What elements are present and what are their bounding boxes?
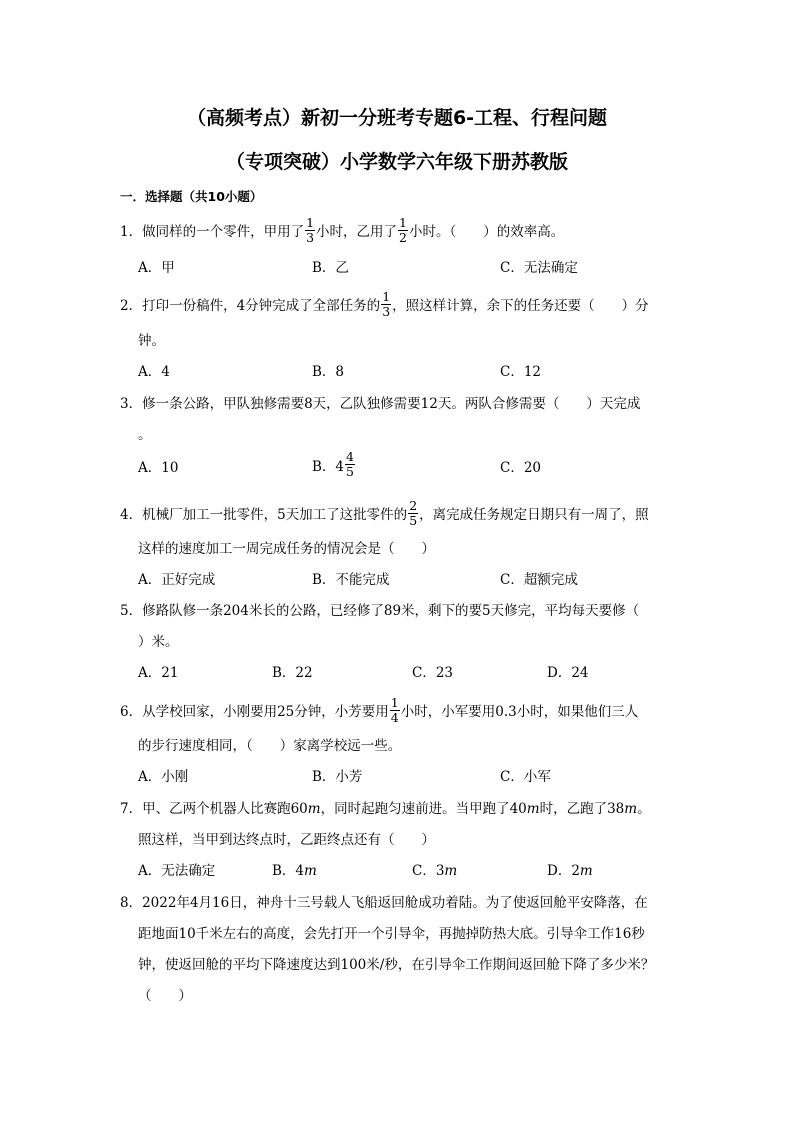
q5-option-c: C．23	[412, 665, 454, 681]
q4-option-a: A．正好完成	[138, 572, 216, 588]
question-6-text: 6．从学校回家，小刚要用25分钟，小芳要用 $\frac{1}{4}$ 小时，小军要用0.3小时，如果他们三人	[120, 695, 639, 725]
q3-option-b: B．4 $\frac{4}{5}$	[312, 449, 354, 479]
q7-option-c: C．3m	[412, 863, 458, 879]
q4-option-b: B．不能完成	[312, 572, 390, 588]
question-7-text: 7．甲、乙两个机器人比赛跑60m，同时起跑匀速前进。当甲跑了40m时，乙跑了38m。	[120, 801, 651, 817]
document-title-line-1: （高频考点）新初一分班考专题6-工程、行程问题	[186, 107, 608, 129]
question-8-text: 8．2022年4月16日，神舟十三号载人飞船返回舱成功着陆。为了使返回舱平安降落，在	[120, 895, 648, 911]
q6-option-a: A．小刚	[138, 769, 189, 785]
q1-option-b: B．乙	[312, 260, 349, 276]
fraction: $\frac{1}{2}$	[399, 215, 407, 245]
question-2-text: 2．打印一份稿件，4分钟完成了全部任务的 $\frac{1}{3}$ ，照这样计算，余下的任务还要（ ）分	[120, 289, 649, 319]
fraction: $\frac{1}{3}$	[306, 215, 315, 245]
question-6-continuation: 的步行速度相同，（ ）家离学校远一些。	[138, 738, 402, 754]
question-2-continuation: 钟。	[138, 333, 165, 349]
document-title-line-2: （专项突破）小学数学六年级下册苏教版	[225, 151, 568, 173]
question-1-text: 1．做同样的一个零件，甲用了 $\frac{1}{3}$ 小时，乙用了 $\frac{1}{2}$ 小时。（ ）的效率高。	[120, 215, 565, 245]
q7-option-d: D．2m	[547, 863, 593, 879]
question-8-line-3: 钟，使返回舱的平均下降速度达到100米/秒，在引导伞工作期间返回舱下降了多少米？	[138, 957, 655, 973]
q3-option-a: A．10	[138, 460, 179, 476]
question-8-line-2: 距地面10千米左右的高度，会先打开一个引导伞，再抛掉防热大底。引导伞工作16秒	[138, 926, 645, 942]
question-4-text: 4．机械厂加工一批零件，5天加工了这批零件的 $\frac{2}{5}$ ，离完成任务规定日期只有一周了，照	[120, 498, 649, 528]
q7-option-b: B．4m	[272, 863, 317, 879]
q4-option-c: C．超额完成	[500, 572, 578, 588]
q1-option-a: A．甲	[138, 260, 175, 276]
q5-option-b: B．22	[272, 665, 313, 681]
question-7-continuation: 照这样，当甲到达终点时，乙距终点还有（ ）	[138, 832, 435, 848]
q6-option-b: B．小芳	[312, 769, 363, 785]
fraction: $\frac{1}{3}$	[382, 289, 391, 319]
q5-option-d: D．24	[547, 665, 589, 681]
q6-option-c: C．小军	[500, 769, 551, 785]
question-4-continuation: 这样的速度加工一周完成任务的情况会是（ ）	[138, 541, 435, 557]
q3-option-c: C．20	[500, 460, 542, 476]
question-8-line-4: （ ）	[138, 988, 192, 1004]
question-5-text: 5．修路队修一条204米长的公路，已经修了89米，剩下的要5天修完，平均每天要修（	[120, 603, 640, 619]
question-5-continuation: ）米。	[138, 634, 179, 650]
q7-option-a: A．无法确定	[138, 863, 216, 879]
q2-option-a: A．4	[138, 364, 170, 380]
fraction: $\frac{1}{4}$	[390, 695, 399, 725]
question-3-text: 3．修一条公路，甲队独修需要8天，乙队独修需要12天。两队合修需要（ ）天完成	[120, 396, 641, 412]
q2-option-c: C．12	[500, 364, 542, 380]
fraction: $\frac{4}{5}$	[346, 449, 354, 479]
q2-option-b: B．8	[312, 364, 345, 380]
q1-option-c: C．无法确定	[500, 260, 578, 276]
fraction: $\frac{2}{5}$	[409, 498, 418, 528]
question-3-continuation: 。	[138, 427, 152, 443]
section-heading: 一．选择题（共10小题）	[120, 189, 263, 204]
q5-option-a: A．21	[138, 665, 179, 681]
